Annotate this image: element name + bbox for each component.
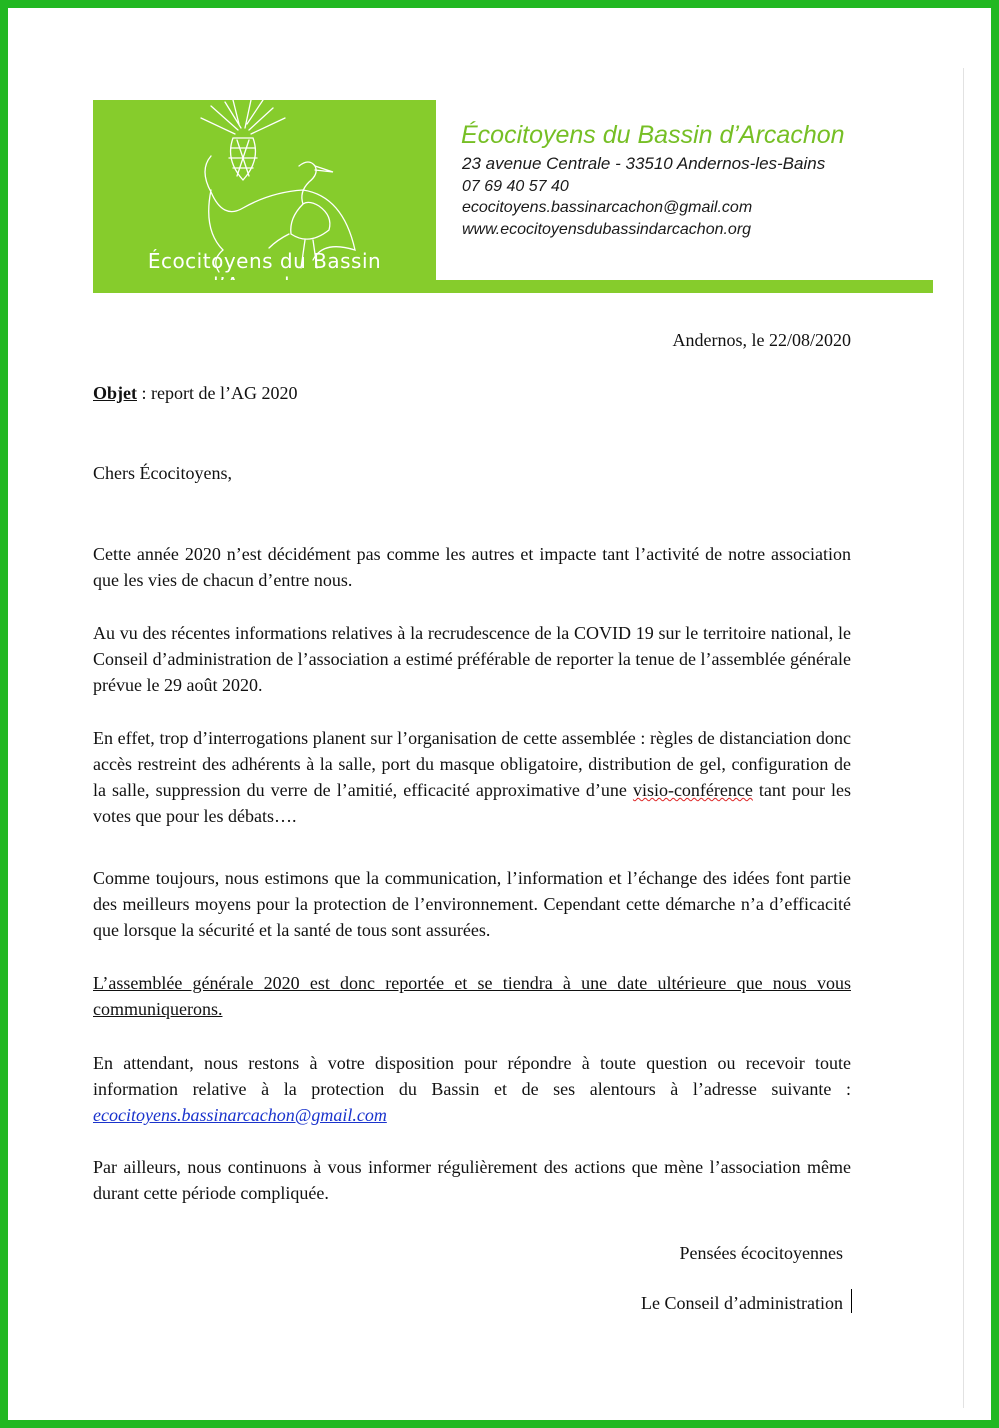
subject-text: : report de l’AG 2020: [137, 383, 298, 403]
letter-closing: Pensées écocitoyennes: [679, 1243, 843, 1263]
paragraph-concerns: [93, 725, 851, 829]
text-cursor: [851, 1289, 852, 1313]
paragraph-updates: Par ailleurs, nous continuons à vous informer régulièrement des actions que mène l’association même durant cette période compliquée.: [93, 1157, 851, 1203]
spellcheck-marked-word[interactable]: visio-conférence: [632, 780, 753, 800]
org-email: ecocitoyens.bassinarcachon@gmail.com: [462, 199, 753, 216]
letter-greeting: Chers Écocitoyens,: [93, 463, 232, 483]
paragraph-announcement: L’assemblée générale 2020 est donc reportée et se tiendra à une date ultérieure que nous vous communiquerons.: [93, 973, 851, 1019]
paragraph-contact: [93, 1050, 851, 1128]
org-name: Écocitoyens du Bassin d’Arcachon: [461, 121, 845, 149]
org-address: 23 avenue Centrale - 33510 Andernos-les-Bains: [462, 154, 826, 173]
header-rule: [93, 280, 933, 293]
org-phone: 07 69 40 57 40: [462, 178, 569, 195]
paragraph-postponement: Au vu des récentes informations relatives à la recrudescence de la COVID 19 sur le territoire national, le Conseil d’administration de l’association a estimé préférable de reporter la tenue de l’assemblée générale prévue le 29 août 2020.: [93, 623, 851, 695]
document-page: [8, 8, 991, 1420]
paragraph-intro: Cette année 2020 n’est décidément pas comme les autres et impacte tant l’activité de notre association que les vies de chacun d’entre nous.: [93, 544, 851, 590]
association-logo: [93, 100, 436, 287]
letter-subject: [93, 380, 297, 406]
contact-email-link[interactable]: ecocitoyens.bassinarcachon@gmail.com: [93, 1105, 387, 1125]
concerns-text: En effet, trop d’interrogations planent sur l’organisation de cette assemblée : règles de distanciation donc accès restreint des adhérents à la salle, port du masque obligatoire, distribution de gel, configuration de la salle, suppression du verre de l’amitié, efficacité approximative d’une: [93, 728, 851, 800]
paragraph-communication: Comme toujours, nous estimons que la communication, l’information et l’échange des idées font partie des meilleurs moyens pour la protection de l’environnement. Cependant cette démarche n’a d’efficacité que lorsque la sécurité et la santé de tous sont assurées.: [93, 868, 851, 940]
concerns-text-end: tant pour les votes que pour les débats….: [93, 780, 851, 826]
letter-date: Andernos, le 22/08/2020: [672, 330, 851, 350]
subject-label: Objet: [93, 383, 137, 403]
page-edge-divider: [963, 68, 964, 1408]
contact-text: En attendant, nous restons à votre disposition pour répondre à toute question ou recevoir toute information relative à la protection du Bassin et de ses alentours à l’adresse suivante :: [93, 1053, 851, 1099]
logo-caption: Écocitoyens du Bassin: [147, 249, 382, 273]
letter-signature: Le Conseil d’administration: [641, 1293, 843, 1313]
org-website: www.ecocitoyensdubassindarcachon.org: [462, 221, 752, 238]
